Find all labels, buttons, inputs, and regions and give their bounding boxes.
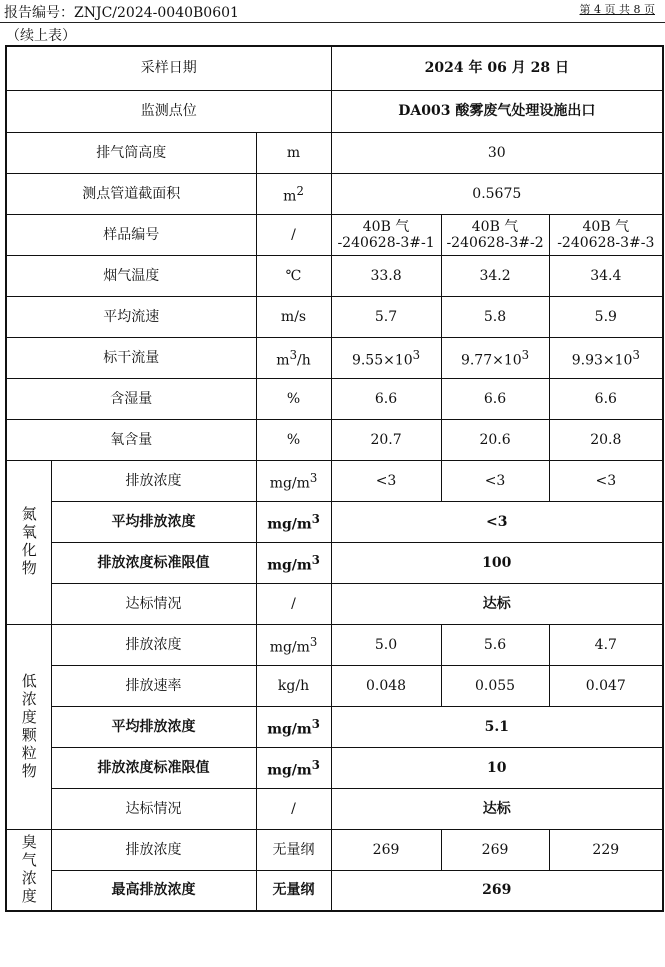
row-label: 含湿量: [6, 378, 256, 419]
table-row: [6, 501, 663, 542]
table-row: [6, 870, 663, 911]
unit-cell: %: [256, 378, 331, 419]
unit-cell: 无量纲: [256, 870, 331, 911]
value-cell: 34.4: [549, 255, 663, 296]
value-cell: $9.77\times 10^3$: [441, 337, 549, 378]
row-label: 平均流速: [6, 296, 256, 337]
row-label: 达标情况: [51, 583, 256, 624]
continued-label: （续上表）: [6, 28, 76, 44]
group-label-nox: 氮氧化物: [6, 460, 51, 624]
sampling-date-label: 采样日期: [6, 46, 331, 90]
unit-cell: $m^2$: [256, 173, 331, 214]
table-row: [6, 46, 663, 90]
value-cell: 5.6: [441, 624, 549, 665]
row-label: 烟气温度: [6, 255, 256, 296]
value-cell: <3: [441, 460, 549, 501]
table-row: [6, 747, 663, 788]
unit-cell: %: [256, 419, 331, 460]
row-label: 最高排放浓度: [51, 870, 256, 911]
table-row: [6, 378, 663, 419]
row-label: 氧含量: [6, 419, 256, 460]
unit-cell: $mg/m^3$: [256, 747, 331, 788]
value-cell: 5.7: [331, 296, 441, 337]
unit-cell: m/s: [256, 296, 331, 337]
value-cell: 10: [331, 747, 663, 788]
value-cell: 0.5675: [331, 173, 663, 214]
row-label: 标干流量: [6, 337, 256, 378]
row-label: 排放浓度标准限值: [51, 747, 256, 788]
sample-id: 40B 气 -240628-3#-1: [331, 214, 441, 255]
value-cell: 269: [441, 829, 549, 870]
table-row: [6, 296, 663, 337]
value-cell: $9.55\times 10^3$: [331, 337, 441, 378]
value-cell: 30: [331, 132, 663, 173]
row-label: 排放浓度: [51, 624, 256, 665]
sample-id: 40B 气 -240628-3#-3: [549, 214, 663, 255]
value-cell: 达标: [331, 583, 663, 624]
unit-cell: kg/h: [256, 665, 331, 706]
value-cell: 4.7: [549, 624, 663, 665]
value-cell: 100: [331, 542, 663, 583]
table-row: [6, 214, 663, 255]
table-row: [6, 460, 663, 501]
row-label: 排放浓度: [51, 829, 256, 870]
value-cell: 229: [549, 829, 663, 870]
unit-cell: $mg/m^3$: [256, 460, 331, 501]
monitoring-point-label: 监测点位: [6, 90, 331, 132]
sampling-date-value: 2024 年 06 月 28 日: [331, 46, 663, 90]
table-row: [6, 419, 663, 460]
value-cell: $9.93\times 10^3$: [549, 337, 663, 378]
table-row: [6, 829, 663, 870]
table-row: [6, 132, 663, 173]
row-label: 测点管道截面积: [6, 173, 256, 214]
row-label: 样品编号: [6, 214, 256, 255]
value-cell: 0.047: [549, 665, 663, 706]
report-number: 报告编号：ZNJC/2024-0040B0601: [4, 5, 239, 21]
table-row: [6, 624, 663, 665]
value-cell: 20.8: [549, 419, 663, 460]
table-row: [6, 788, 663, 829]
value-cell: 5.9: [549, 296, 663, 337]
table-row: [6, 583, 663, 624]
value-cell: 34.2: [441, 255, 549, 296]
row-label: 达标情况: [51, 788, 256, 829]
row-label: 排气筒高度: [6, 132, 256, 173]
page-info: 第 4 页 共 8 页: [579, 3, 655, 16]
row-label: 平均排放浓度: [51, 706, 256, 747]
table-row: [6, 173, 663, 214]
value-cell: 5.8: [441, 296, 549, 337]
table-row: [6, 90, 663, 132]
unit-cell: $m^3/h$: [256, 337, 331, 378]
table-row: [6, 337, 663, 378]
value-cell: 5.0: [331, 624, 441, 665]
unit-cell: ℃: [256, 255, 331, 296]
sample-id: 40B 气 -240628-3#-2: [441, 214, 549, 255]
unit-cell: /: [256, 214, 331, 255]
unit-cell: $mg/m^3$: [256, 624, 331, 665]
value-cell: 6.6: [549, 378, 663, 419]
table-row: [6, 706, 663, 747]
monitoring-results-table: [5, 45, 664, 912]
value-cell: 269: [331, 829, 441, 870]
monitoring-point-value: DA003 酸雾废气处理设施出口: [331, 90, 663, 132]
table-row: [6, 542, 663, 583]
value-cell: 6.6: [331, 378, 441, 419]
unit-cell: $mg/m^3$: [256, 706, 331, 747]
value-cell: <3: [331, 501, 663, 542]
value-cell: 20.6: [441, 419, 549, 460]
value-cell: 33.8: [331, 255, 441, 296]
value-cell: <3: [549, 460, 663, 501]
unit-cell: 无量纲: [256, 829, 331, 870]
value-cell: 0.055: [441, 665, 549, 706]
table-row: [6, 665, 663, 706]
row-label: 排放速率: [51, 665, 256, 706]
group-label-pm: 低浓度颗粒物: [6, 624, 51, 829]
unit-cell: $mg/m^3$: [256, 542, 331, 583]
row-label: 排放浓度标准限值: [51, 542, 256, 583]
unit-cell: m: [256, 132, 331, 173]
value-cell: 20.7: [331, 419, 441, 460]
unit-cell: $mg/m^3$: [256, 501, 331, 542]
value-cell: <3: [331, 460, 441, 501]
unit-cell: /: [256, 788, 331, 829]
value-cell: 0.048: [331, 665, 441, 706]
value-cell: 5.1: [331, 706, 663, 747]
table-row: [6, 255, 663, 296]
unit-cell: /: [256, 583, 331, 624]
group-label-odor: 臭气浓度: [6, 829, 51, 911]
header-divider: [0, 22, 665, 23]
value-cell: 6.6: [441, 378, 549, 419]
row-label: 平均排放浓度: [51, 501, 256, 542]
row-label: 排放浓度: [51, 460, 256, 501]
value-cell: 达标: [331, 788, 663, 829]
value-cell: 269: [331, 870, 663, 911]
